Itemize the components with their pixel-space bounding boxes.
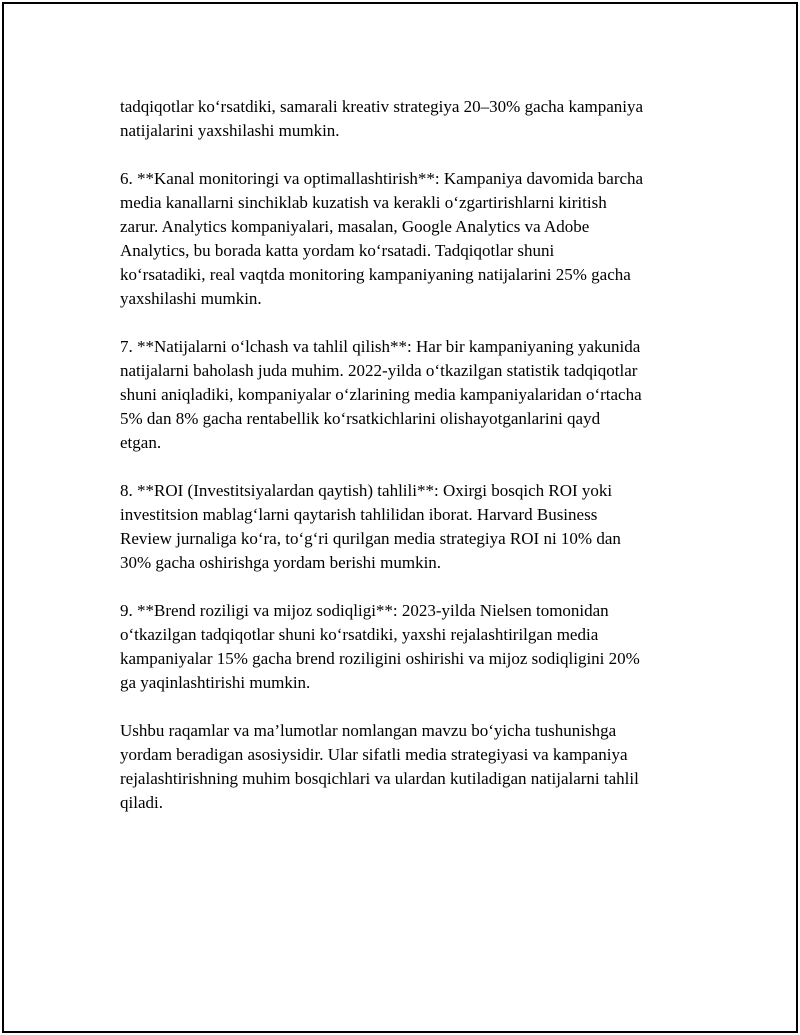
paragraph-item-6: 6. **Kanal monitoringi va optimallashtirish**: Kampaniya davomida barcha media kanallarni sinchiklab kuzatish va kerakli o‘zgartirishlarni kiritish zarur. Analytics kompaniyalari, masalan, Google Analytics va Adobe Analytics, bu borada katta yordam ko‘rsatadi. Tadqiqotlar shuni ko‘rsatadiki, real vaqtda monitoring kampaniyaning natijalarini 25% gacha yaxshilashi mumkin. (120, 169, 644, 308)
paragraph-item-8: 8. **ROI (Investitsiyalardan qaytish) tahlili**: Oxirgi bosqich ROI yoki investitsion mablag‘larni qaytarish tahlilidan iborat. Harvard Business Review jurnaliga ko‘ra, to‘g‘ri qurilgan media strategiya ROI ni 10% dan 30% gacha oshirishga yordam berishi mumkin. (120, 481, 621, 572)
paragraph-continuation: tadqiqotlar ko‘rsatdiki, samarali kreativ strategiya 20–30% gacha kampaniya natijalarini yaxshilashi mumkin. (120, 97, 644, 140)
page-frame (2, 2, 798, 1033)
document-body (120, 95, 700, 839)
paragraph-conclusion: Ushbu raqamlar va ma’lumotlar nomlangan mavzu bo‘yicha tushunishga yordam beradigan asosiysidir. Ular sifatli media strategiyasi va kampaniya rejalashtirishning muhim bosqichlari va ulardan kutiladigan natijalarni tahlil qiladi. (120, 721, 639, 812)
paragraph-item-9: 9. **Brend roziligi va mijoz sodiqligi**: 2023-yilda Nielsen tomonidan o‘tkazilgan tadqiqotlar shuni ko‘rsatdiki, yaxshi rejalashtirilgan media kampaniyalar 15% gacha brend roziligini oshirishi va mijoz sodiqligini 20% ga yaqinlashtirishi mumkin. (120, 601, 640, 692)
paragraph-item-7: 7. **Natijalarni o‘lchash va tahlil qilish**: Har bir kampaniyaning yakunida natijalarni baholash juda muhim. 2022-yilda o‘tkazilgan statistik tadqiqotlar shuni aniqladiki, kompaniyalar o‘zlarining media kampaniyalaridan o‘rtacha 5% dan 8% gacha rentabellik ko‘rsatkichlarini olishayotganlarini qayd etgan. (120, 337, 642, 452)
